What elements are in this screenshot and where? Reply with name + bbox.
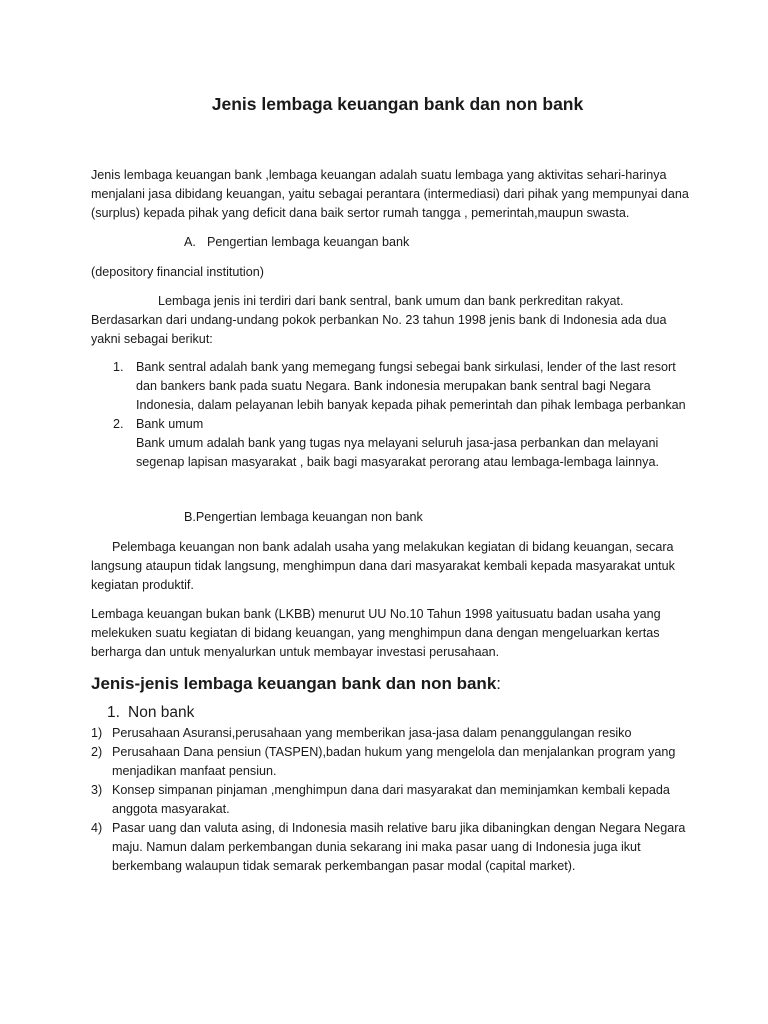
list-item-number: 1) bbox=[91, 726, 103, 740]
list-item-text: Pasar uang dan valuta asing, di Indonesia masih relative baru jika dibaningkan dengan Negara Negara maju. Namun dalam perkembangan dunia sekarang ini maka pasar uang di Indonesia juga ikut berkembang walaupun tidak semarak perkembangan pasar modal (capital market). bbox=[112, 821, 686, 873]
nonbank-number: 1. bbox=[107, 704, 120, 721]
list-item-text: Perusahaan Asuransi,perusahaan yang memberikan jasa-jasa dalam penanggulangan resiko bbox=[112, 726, 632, 740]
section-a-letter: A. bbox=[184, 235, 196, 249]
list-item-text: Konsep simpanan pinjaman ,menghimpun dana dari masyarakat dan meminjamkan kembali kepada anggota masyarakat. bbox=[112, 783, 670, 816]
document-title: Jenis lembaga keuangan bank dan non bank bbox=[211, 94, 584, 114]
nonbank-subheading bbox=[91, 702, 690, 724]
list-item bbox=[91, 415, 690, 472]
nonbank-label: Non bank bbox=[128, 704, 195, 721]
list-item bbox=[91, 781, 690, 819]
section-a-heading-text: Pengertian lembaga keuangan bank bbox=[207, 235, 410, 249]
list-item-number: 2. bbox=[113, 417, 124, 431]
list-item-number: 1. bbox=[113, 360, 124, 374]
list-item-text: Perusahaan Dana pensiun (TASPEN),badan hukum yang mengelola dan menjalankan program yang menjadikan manfaat pensiun. bbox=[112, 745, 676, 778]
list-item-number: 4) bbox=[91, 821, 103, 835]
jenis-heading-text: Jenis-jenis lembaga keuangan bank dan non bank bbox=[91, 674, 497, 693]
section-a-subtitle: (depository financial institution) bbox=[91, 265, 264, 279]
section-b-heading: B.Pengertian lembaga keuangan non bank bbox=[184, 510, 423, 524]
list-item-number: 2) bbox=[91, 745, 103, 759]
section-b-paragraph-1: Pelembaga keuangan non bank adalah usaha yang melakukan kegiatan di bidang keuangan, secara langsung ataupun tidak langsung, menghimpun dana dari masyarakat kembali kepada masyarakat untuk kegiatan produktif. bbox=[91, 540, 675, 592]
list-item-title: Bank umum bbox=[136, 417, 204, 431]
list-item bbox=[91, 724, 690, 743]
spacer bbox=[91, 472, 690, 508]
list-item-number: 3) bbox=[91, 783, 103, 797]
bank-type-list bbox=[91, 358, 690, 472]
jenis-heading-colon: : bbox=[496, 674, 502, 693]
nonbank-list bbox=[91, 724, 690, 876]
section-b-paragraph-2: Lembaga keuangan bukan bank (LKBB) menurut UU No.10 Tahun 1998 yaitusuatu badan usaha yang melekuken suatu kegiatan di bidang keuangan, yang menghimpun dana dengan mengeluarkan kertas berharga dan untuk menyalurkan untuk membayar investasi perusahaan. bbox=[91, 607, 661, 659]
intro-paragraph: Jenis lembaga keuangan bank ,lembaga keuangan adalah suatu lembaga yang aktivitas sehari-harinya menjalani jasa dibidang keuangan, yaitu sebagai perantara (intermediasi) dari pihak yang mempunyai dana (surplus) kepada pihak yang deficit dana baik sertor rumah tangga , pemerintah,maupun swasta. bbox=[91, 168, 689, 220]
list-item bbox=[91, 358, 690, 415]
section-a-heading bbox=[91, 233, 690, 252]
list-item-text: Bank umum adalah bank yang tugas nya melayani seluruh jasa-jasa perbankan dan melayani segenap lapisan masyarakat , baik bagi masyarakat perorang atau lembaga-lembaga lainnya. bbox=[136, 436, 659, 469]
list-item bbox=[91, 743, 690, 781]
list-item bbox=[91, 819, 690, 876]
section-a-body: Lembaga jenis ini terdiri dari bank sentral, bank umum dan bank perkreditan rakyat. Berdasarkan dari undang-undang pokok perbankan No. 23 tahun 1998 jenis bank di Indonesia ada dua yakni sebagai berikut: bbox=[91, 294, 667, 346]
jenis-heading bbox=[91, 672, 690, 696]
list-item-text: Bank sentral adalah bank yang memegang fungsi sebegai bank sirkulasi, lender of the last resort dan bankers bank pada suatu Negara. Bank indonesia merupakan bank sentral bagi Negara Indonesia, dalam pelayanan lebih banyak kepada pihak pemerintah dan pihak lembaga perbankan bbox=[136, 360, 686, 412]
